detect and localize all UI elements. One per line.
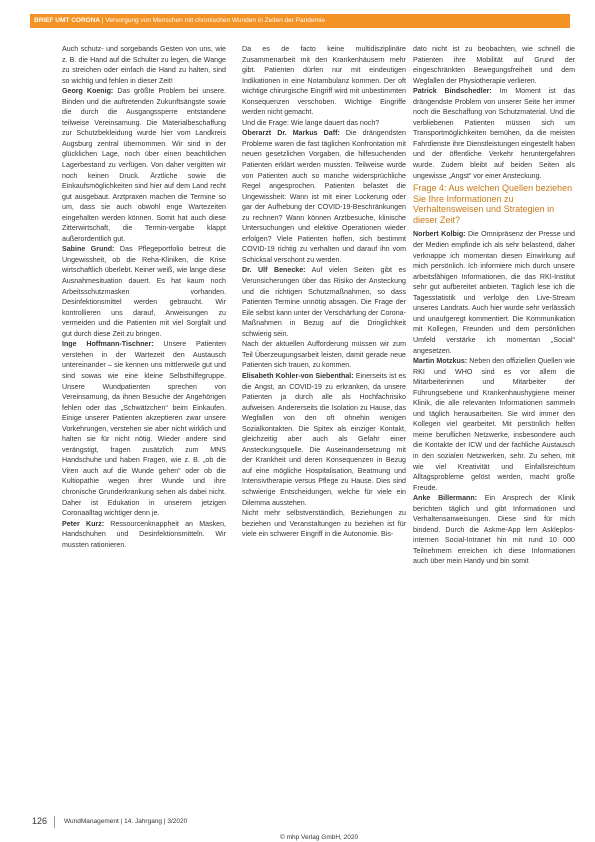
paragraph xyxy=(242,371,406,508)
journal-citation: WundManagement | 14. Jahrgang | 3/2020 xyxy=(64,818,188,825)
header-section: BRIEF UMT CORONA xyxy=(34,17,101,24)
speaker-name: Patrick Bindschedler: xyxy=(413,87,492,96)
paragraph xyxy=(242,339,406,371)
footer-divider xyxy=(54,816,55,828)
footer xyxy=(30,816,570,841)
speaker-name: Peter Kurz: xyxy=(62,519,105,528)
paragraph xyxy=(242,44,406,118)
column-2 xyxy=(242,44,406,540)
question-heading: Frage 4: Aus welchen Quellen beziehen Sie Ihre Informationen zu Verhaltensweisen und Strategien in dieser Zeit? xyxy=(413,183,573,225)
paragraph xyxy=(62,244,226,339)
paragraph xyxy=(242,508,406,540)
paragraph xyxy=(413,229,575,356)
column-1 xyxy=(62,44,226,550)
paragraph-text: Nicht mehr selbstverständlich, Beziehungen zu beziehen und Veranstaltungen zu beziehen ist für viele ein schwerer Eingriff in die Autonomie. Bis- xyxy=(242,509,406,539)
speaker-name: Elisabeth Kohler-von Siebenthal: xyxy=(242,371,354,380)
speaker-name: Oberarzt Dr. Markus Daff: xyxy=(242,129,340,138)
speaker-name: Inge Hoffmann-Tischner: xyxy=(62,340,154,349)
paragraph-text: Im Moment ist das drängendste Problem von unserer Seite her immer noch die Beschaffung von Schutzmaterial. Und die verbliebenen Patienten müssen sich um Transportmöglichkeiten bemühen, da die meisten Fahrdienste ihre Dienstleistungen eingestellt haben und der öffentliche Verkehr heruntergefahren wurde. Zudem bleibt auf beiden Seiten als ungewisse „Angst“ vor einer Ansteckung. xyxy=(413,87,575,180)
paragraph-text: Unsere Patienten verstehen in der Wartezeit den Austausch untereinander – sie kennen uns mittlerweile gut und sind sowas wie eine kleine Selbsthilfegruppe. Unsere Wundpatienten sprechen von Vereinsamung, da ihnen Besuche der Angehörigen fehlen oder das „Schwätzchen“ beim Einkaufen. Einige unserer Patienten akzeptieren zwar unsere Vorkehrungen, verstehen sie aber nicht wirklich und halten sie für nicht nötig. Wieder andere sind verängstigt, fragen zusätzlich zum MNS Handschuhe und haben Fragen, wie z. B. „ob die Viren auch auf die Wunde gehen“ oder ob die Kultiopathie wegen ihrer Wunde und ihre chronische Grunderkrankung sehen als dabei nicht. Daher ist Edukation in unserem jetzigen Coronaalltag wichtiger denn je. xyxy=(62,340,226,518)
paragraph-text: Die drängendsten Probleme waren die fast täglichen Konfrontation mit neuen gesetzlichen Vorgaben, die hilfesuchenden Patienten erklärt werden mussten. Teilweise wurde von Patienten auch so manche widersprüchliche Regel angesprochen. Patienten belastet die Ungewissheit: Wann ist mit einer Lockerung oder gar der Aufhebung der COVID-19-Beschränkungen zu rechnen? Wann können Arztbesuche, klinische Untersuchungen und elektive Operationen wieder erfolgen? Viele Patienten hoffen, sich bestimmt COVID-19 richtig zu verhalten und darauf ihn vom Schicksal verschont zu werden. xyxy=(242,129,406,264)
running-header xyxy=(30,14,570,28)
speaker-name: Norbert Kolbig: xyxy=(413,230,466,239)
paragraph xyxy=(242,128,406,265)
speaker-name: Anke Billermann: xyxy=(413,494,478,503)
paragraph-text: Ein Ansprech der Klinik berichten täglich und gibt Informationen und Verhaltensanweisungen. Diese sind für mich bindend. Durch die Askme-App lern Askleplos-internen Social-Intranet hin mit rund 10 000 Teilnehmern erreichen ich diese Informationen auch über mein Handy und bin somit xyxy=(413,494,575,566)
paragraph-text: Ressourcenknappheit an Masken, Handschuhen und Desinfektionsmitteln. Wir mussten rationieren. xyxy=(62,519,226,549)
paragraph-text: Da es de facto keine multidisziplinäre Zusammenarbeit mit den Krankenhäusern mehr gibt. Patienten dürfen nur mit eindeutigen Indikationen in eine Notambulanz kommen. Der oft wichtige chirurgische Eingriff wird mit unbestimmten Konsequenzen verschoben. Wichtige Eingriffe werden nicht gemacht. xyxy=(242,45,406,117)
paragraph xyxy=(62,339,226,518)
header-separator: | xyxy=(101,17,106,24)
paragraph xyxy=(242,265,406,339)
paragraph-text: Einerseits ist es die Angst, an COVID-19 zu erkranken, da unsere Patienten ja durch alle als Hochfachrisiko aufweisen. Andererseits die Isolation zu Hause, das Wegfallen von den oft ohnehin wenigen Sozialkontakten. Die Spitex als einziger Kontakt, gleichzeitig aber auch als Gefahr einer Ansteckungsquelle. Die Auseinandersetzung mit der Krankheit und deren Konsequenzen in Bezug auf eine mögliche Hospitalisation, Beatmung und Intensivtherapie versus Pflege zu Hause. Dies sind schwierige Entscheidungen, welche für viele ein Dilemma ausstehen. xyxy=(242,371,406,507)
paragraph-text: Nach der aktuellen Aufforderung müssen wir zum Teil Überzeugungsarbeit leisten, damit gerade neue Patienten sich trauen, zu kommen. xyxy=(242,340,406,370)
paragraph xyxy=(413,86,575,181)
speaker-name: Martin Motzkus: xyxy=(413,357,468,366)
paragraph-text: Die Omnipräsenz der Presse und der Medien empfinde ich als sehr belastend, daher verknappe ich momentan diesen Einwirkung auf mich persönlich. Ich informiere mich durch unsere arbeitsfähigen Informationen, die das RKI-Institut sehr gut aufbereitet anbieten. Täglich lese ich die Tagesstatistik und verfolge den Live-Stream unseres Landrats. Auch hier wurde sehr verlässlich und unaufgeregt kommentiert. Die Kommunikation mit Kollegen, Freunden und dem persönlichen Umfeld verstärke ich momentan „Social“ angesetzen. xyxy=(413,230,576,355)
column-3-top xyxy=(413,44,575,181)
paragraph-text: Neben den offiziellen Quellen wie RKI und WHO sind es vor allem die Mitarbeiterinnen und Mitarbeiter der Führungsebene und Krankenhaushygiene meiner Klinik, die alle relevanten Informationen sammeln und täglich herausarbeiten. Sie wird immer den Kollegen viel gearbeitet. Mit persönlich helfen meine beruflichen Netzwerke, insbesondere auch die Kontakte der ICW und der fachliche Austausch in den sozialen Netzwerken, sehr. Zu sehen, mit wie viel Kreativität und Einfallsreichtum Alltagsprobleme gelöst werden, macht große Freude. xyxy=(413,357,575,492)
column-3 xyxy=(413,44,575,567)
column-3-bottom xyxy=(413,229,575,567)
paragraph xyxy=(62,44,226,86)
paragraph-text: Das Pflegeportfolio betreut die Ungewissheit, ob die Reha-Kliniken, die Krise wirtschaftlich überlebt. Keiner weiß, wie lange diese Ausnahmesituation dauert. Es hat kaum noch Arbeitsschutzmasken vorhanden. Desinfektionsmittel werden gebraucht. Wir kontrollieren uns darauf, Anweisungen zu vermeiden und die Patienten mit viel Sorgfalt und gut durch diese Zeit zu bringen. xyxy=(62,245,226,338)
paragraph xyxy=(413,356,575,493)
copyright-notice: © mhp Verlag GmbH, 2020 xyxy=(280,834,359,841)
paragraph-text: dato nicht ist zu beobachten, wie schnell die Patienten ihre Mobilität auf Grund der eingeschränkten Bewegungsfreiheit und dem Wegfallen der Physiotherapie verlieren. xyxy=(413,45,575,85)
paragraph-text: Das größte Problem bei unsere. Binden und die auftretenden Zukunftsängste sowie die durch die Ausgangssperre entstandene teilweise Vereinsamung. Die Materialbeschaffung zur Schutzbekleidung wurde hier vom Landkreis Augsburg zentral übernommen. Wir sind in der glücklichen Lage, noch über einen beachtlichen Lagerbestand zu verfügen. Von daher vergitten wir noch keinen Druck. Ärztliche sowie die Einkaufsmöglichkeiten sind hier auf dem Land recht gut ausgebaut. Arztpraxen machen die Termine so um, dass sie auch obwohl enge Wartezeiten eingehalten werden können. Somit hat auch diese Zitterwirtschaft, die Termin-vergabe klappt außerordentlich gut. xyxy=(62,87,227,243)
page-number: 126 xyxy=(32,816,48,826)
paragraph-text: Und die Frage: Wie lange dauert das noch? xyxy=(242,118,380,127)
paragraph xyxy=(413,44,575,86)
paragraph-text: Auf vielen Seiten gibt es Verunsicherungen über das Risiko der Ansteckung und die richtigen Schutzmaßnahmen, so dass Patienten Termine unnötig absagen. Die Frage der Eile selbst kann unter der Verschärfung der Corona-Maßnahmen in Bezug auf die Dringlichkeit schwierig sein. xyxy=(242,266,406,338)
paragraph xyxy=(62,86,226,244)
paragraph xyxy=(242,118,406,129)
paragraph xyxy=(62,519,226,551)
paragraph xyxy=(413,493,575,567)
speaker-name: Sabine Grund: xyxy=(62,245,115,254)
speaker-name: Georg Koenig: xyxy=(62,87,114,96)
paragraph-text: Auch schutz- und sorgebands Gesten von uns, wie z. B. die Hand auf die Schulter zu legen, die Wange zu streichen oder einfach die Hand zu halten, sind so wichtig und fehlen in dieser Zeit! xyxy=(62,45,226,85)
header-subtitle: Versorgung von Menschen mit chronischen Wunden in Zeiten der Pandemie xyxy=(105,17,325,24)
speaker-name: Dr. Ulf Benecke: xyxy=(242,266,306,275)
